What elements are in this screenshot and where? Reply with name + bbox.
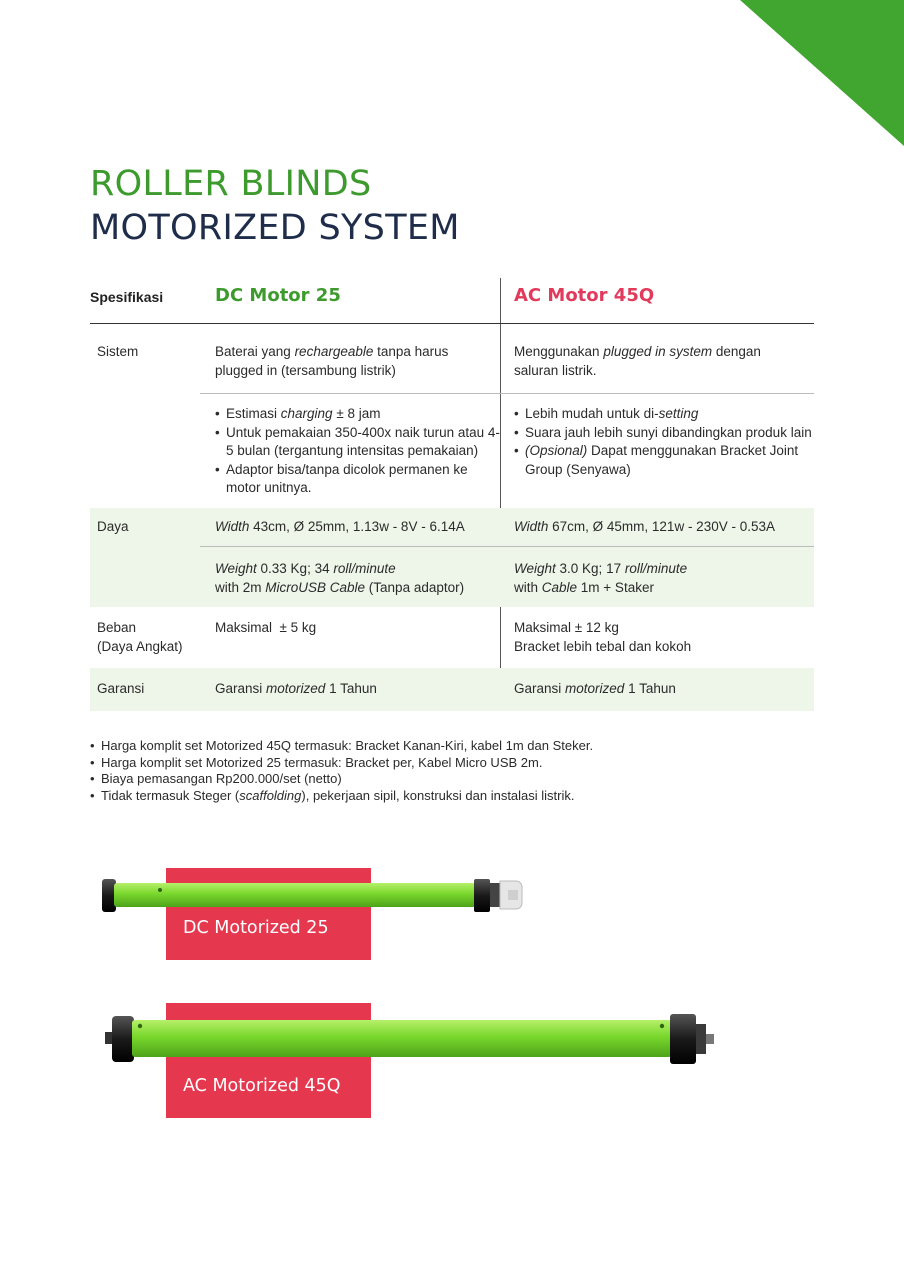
- title-line-1: ROLLER BLINDS: [90, 164, 372, 204]
- features-dc-list: [215, 405, 505, 498]
- row-beban: [90, 607, 814, 668]
- list-item: • Tidak termasuk Steger (scaffolding), pekerjaan sipil, konstruksi dan instalasi listrik.: [90, 788, 810, 805]
- daya-dc-size: Width 43cm, Ø 25mm, 1.13w - 8V - 6.14A: [215, 519, 465, 534]
- garansi-dc: Garansi motorized 1 Tahun: [215, 681, 377, 696]
- title-line-2: MOTORIZED SYSTEM: [90, 208, 460, 248]
- row-sistem: [97, 324, 814, 394]
- garansi-label: Garansi: [97, 681, 145, 696]
- garansi-ac: Garansi motorized 1 Tahun: [514, 681, 676, 696]
- beban-label: Beban (Daya Angkat): [97, 620, 183, 654]
- list-item: • Untuk pemakaian 350-400x naik turun atau 4-5 bulan (tergantung intensitas pemakaian): [215, 424, 505, 461]
- beban-dc: Maksimal ± 5 kg: [215, 620, 317, 635]
- sistem-dc: Baterai yang rechargeable tanpa harus plugged in (tersambung listrik): [215, 344, 449, 378]
- list-item: • Harga komplit set Motorized 25 termasuk: Bracket per, Kabel Micro USB 2m.: [90, 755, 810, 772]
- sistem-label: Sistem: [97, 344, 139, 359]
- list-item: • Lebih mudah untuk di-setting: [514, 405, 819, 424]
- daya-dc-weight: Weight 0.33 Kg; 34 roll/minute with 2m MicroUSB Cable (Tanpa adaptor): [215, 561, 465, 595]
- row-features: [90, 394, 814, 508]
- daya-ac-size: Width 67cm, Ø 45mm, 121w - 230V - 0.53A: [514, 519, 775, 534]
- row-garansi: [90, 668, 814, 711]
- table-header: [90, 278, 814, 324]
- daya-ac-weight: Weight 3.0 Kg; 17 roll/minute with Cable 1m + Staker: [514, 561, 688, 595]
- header-ac-motor: AC Motor 45Q: [514, 285, 655, 306]
- notes-list: [90, 738, 810, 804]
- ac-product-label-text: AC Motorized 45Q: [183, 1076, 341, 1096]
- header-spec: Spesifikasi: [90, 289, 164, 305]
- daya-label: Daya: [97, 519, 129, 534]
- list-item: • Estimasi charging ± 8 jam: [215, 405, 505, 424]
- list-item: • Suara jauh lebih sunyi dibandingkan produk lain: [514, 424, 819, 443]
- page-title: [90, 162, 460, 250]
- row-daya: [90, 508, 814, 607]
- beban-ac: Maksimal ± 12 kg Bracket lebih tebal dan kokoh: [514, 620, 692, 654]
- corner-triangle-icon: [740, 0, 904, 146]
- list-item: • (Opsional) Dapat menggunakan Bracket Joint Group (Senyawa): [514, 442, 819, 479]
- spec-table: [90, 278, 814, 711]
- dc-motor-icon: [98, 870, 528, 920]
- dc-product-label-text: DC Motorized 25: [183, 918, 329, 938]
- ac-motor-icon: [102, 1010, 722, 1068]
- list-item: • Biaya pemasangan Rp200.000/set (netto): [90, 771, 810, 788]
- list-item: • Harga komplit set Motorized 45Q termasuk: Bracket Kanan-Kiri, kabel 1m dan Steker.: [90, 738, 810, 755]
- features-ac-list: [514, 405, 819, 479]
- header-dc-motor: DC Motor 25: [215, 285, 341, 306]
- list-item: • Adaptor bisa/tanpa dicolok permanen ke motor unitnya.: [215, 461, 505, 498]
- sistem-ac: Menggunakan plugged in system dengan saluran listrik.: [514, 344, 761, 378]
